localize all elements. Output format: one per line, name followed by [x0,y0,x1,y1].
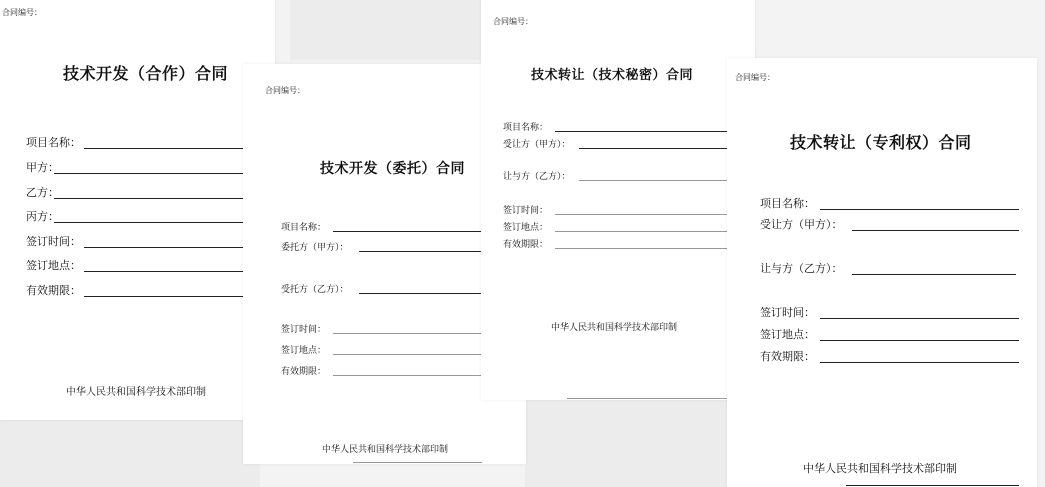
field-blank-line [555,131,727,132]
field-label: 签订时间： [281,325,327,335]
field-label: 签订时间： [26,235,81,248]
field-blank-line [84,271,244,272]
contract-number-label: 合同编号： [735,73,775,82]
field-party-c [26,210,244,224]
field-project-name [281,219,482,233]
field-blank-line [54,222,244,223]
field-label: 签订地点： [281,346,327,356]
field-label: 有效期限： [26,284,81,297]
contract-page-cooperation [0,0,275,420]
field-blank-line [852,230,1019,231]
contract-number-label: 合同编号： [2,8,42,17]
field-sign-place [26,259,244,273]
field-label: 签订地点： [503,223,549,233]
contract-title: 技术开发（合作）合同 [63,64,229,83]
printer-credit: 中华人民共和国科学技术部印制 [551,323,678,333]
field-blank-line [359,293,482,294]
field-label: 受让方（甲方）： [760,218,843,231]
field-label: 委托方（甲方）： [281,243,349,253]
field-label: 项目名称： [281,223,327,233]
field-sign-place [760,328,1019,342]
field-sign-place [503,219,727,233]
field-project-name [503,119,727,133]
field-party-b [26,186,244,200]
field-client [281,239,482,253]
field-validity [26,284,244,298]
contract-title: 技术开发（委托）合同 [320,161,465,177]
contract-title: 技术转让（技术秘密）合同 [531,68,694,83]
field-blank-line [555,214,727,215]
field-sign-date [760,306,1019,320]
field-blank-line [820,318,1019,319]
field-blank-line [333,354,482,355]
contract-page-patent [727,58,1037,487]
field-validity [281,363,482,377]
field-label: 乙方： [26,186,59,199]
field-blank-line [353,313,482,463]
field-blank-line [555,248,727,249]
field-blank-line [579,148,727,149]
field-blank-line [84,296,244,297]
field-label: 项目名称： [26,136,81,149]
field-label: 让与方（乙方）： [503,172,571,182]
field-blank-line [820,340,1019,341]
field-assignee [503,136,727,150]
field-blank-line [579,180,727,181]
field-label: 项目名称： [503,123,549,133]
printer-credit: 中华人民共和国科学技术部印制 [322,445,449,455]
field-sign-date [26,235,244,249]
printer-credit: 中华人民共和国科学技术部印制 [66,387,206,398]
field-label: 甲方： [26,161,59,174]
field-blank-line [359,251,482,252]
field-blank-line [555,231,727,232]
field-blank-line [333,333,482,334]
field-label: 让与方（乙方）： [760,262,843,275]
field-project-name [26,136,244,150]
field-blank-line [84,247,244,248]
field-validity [503,236,727,250]
printer-credit: 中华人民共和国科学技术部印制 [803,462,957,475]
field-assignor [503,168,727,182]
field-blank-line [54,198,244,199]
field-blank-line [852,274,1016,275]
field-sign-date [281,321,482,335]
contract-title: 技术转让（专利权）合同 [790,133,972,152]
background-shape [290,0,490,60]
field-label: 受让方（甲方）： [503,140,571,150]
field-blank-line [84,148,244,149]
contract-number-label: 合同编号： [265,86,305,95]
field-label: 签订时间： [503,206,549,216]
field-label: 签订地点： [26,259,81,272]
field-label: 有效期限： [503,240,549,250]
contract-number-label: 合同编号： [493,17,533,26]
field-label: 项目名称： [760,197,815,210]
field-contractor [281,281,482,295]
field-label: 丙方： [26,210,59,223]
field-blank-line [333,375,482,376]
field-blank-line [846,296,1019,486]
field-assignor [760,262,1019,276]
field-sign-place [281,342,482,356]
background-shape [525,395,735,487]
contract-page-technical-secret [481,0,755,400]
field-project-name [760,197,1019,211]
field-blank-line [54,173,244,174]
field-validity [760,350,1019,364]
field-blank-line [820,362,1019,363]
field-party-a [26,161,244,175]
field-label: 受托方（乙方）： [281,285,349,295]
field-label: 签订时间： [760,306,815,319]
field-blank-line [820,209,1019,210]
field-blank-line [333,231,482,232]
field-label: 有效期限： [281,367,327,377]
field-label: 有效期限： [760,350,815,363]
background-shape [0,420,260,487]
field-label: 签订地点： [760,328,815,341]
field-assignee [760,218,1019,232]
field-sign-date [503,202,727,216]
